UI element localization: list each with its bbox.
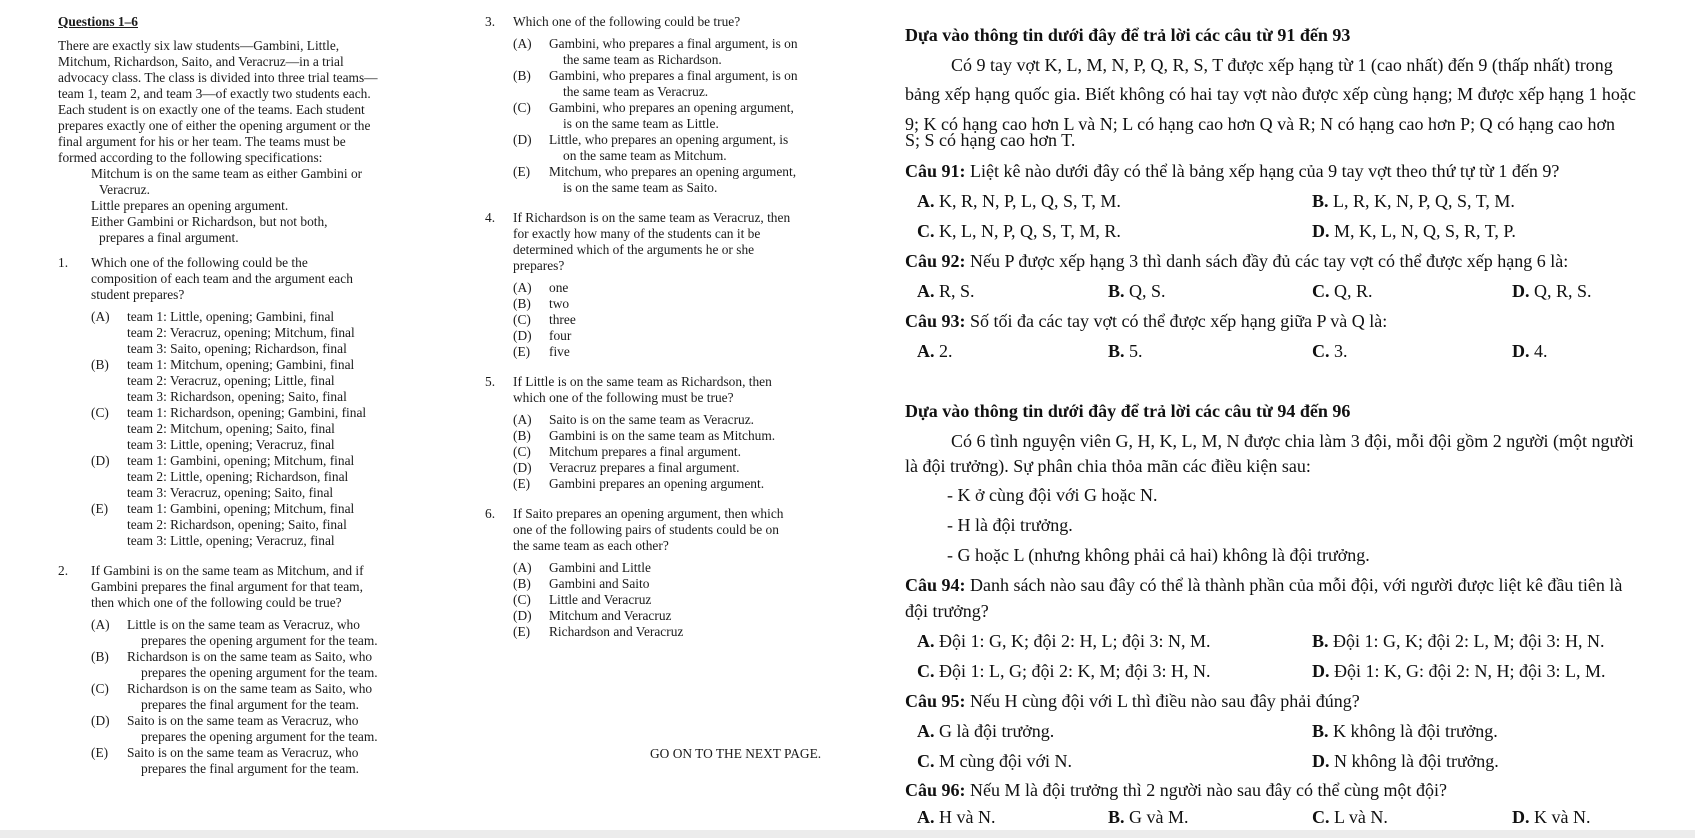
option-text: Gambini prepares an opening argument. <box>549 476 765 491</box>
option-label: (C) <box>513 100 531 115</box>
option-text: team 1: Gambini, opening; Mitchum, final <box>127 501 355 516</box>
option-label: (B) <box>513 296 531 311</box>
question-label: Câu 94: <box>905 575 966 595</box>
answer-option[interactable] <box>91 453 458 501</box>
condition-line: - G hoặc L (nhưng không phải cả hai) không là đội trưởng. <box>947 545 1370 565</box>
question-6 <box>485 506 845 640</box>
option-text: Little, who prepares an opening argument, is <box>549 132 789 147</box>
question-3 <box>485 14 845 196</box>
answer-option[interactable] <box>917 630 1211 652</box>
option-text: team 3: Richardson, opening; Saito, final <box>127 389 347 404</box>
answer-option[interactable] <box>1108 280 1166 302</box>
answer-option[interactable] <box>513 328 845 344</box>
answer-option[interactable] <box>1312 806 1388 828</box>
answer-option[interactable] <box>513 68 845 100</box>
option-label: (D) <box>513 132 532 147</box>
condition-line: prepares a final argument. <box>99 230 239 245</box>
answer-option[interactable] <box>91 357 458 405</box>
option-label: (E) <box>513 344 531 359</box>
question-label: Câu 95: <box>905 691 966 711</box>
question-stem: Which one of the following could be true? <box>513 14 741 29</box>
option-label: C. <box>1312 807 1330 827</box>
answer-option[interactable] <box>1312 750 1499 772</box>
question-93 <box>905 310 1387 332</box>
answer-option[interactable] <box>513 444 845 460</box>
option-label: (E) <box>513 164 531 179</box>
option-label: (A) <box>513 280 532 295</box>
answer-option[interactable] <box>513 412 845 428</box>
option-text: team 1: Gambini, opening; Mitchum, final <box>127 453 355 468</box>
option-text: Gambini, who prepares a final argument, is on <box>549 68 798 83</box>
option-text: 2. <box>934 341 953 361</box>
question-stem: If Little is on the same team as Richardson, then <box>513 374 772 389</box>
option-text: the same team as Veracruz. <box>563 84 709 99</box>
condition-line: - H là đội trưởng. <box>947 515 1073 535</box>
option-label: B. <box>1108 281 1125 301</box>
option-text: team 2: Mitchum, opening; Saito, final <box>127 421 335 436</box>
option-label: D. <box>1312 661 1330 681</box>
answer-option[interactable] <box>1512 280 1592 302</box>
option-label: (E) <box>513 624 531 639</box>
option-text: Saito is on the same team as Veracruz, who <box>127 745 359 760</box>
passage-line: There are exactly six law students—Gambini, Little, <box>58 38 340 53</box>
answer-option[interactable] <box>1312 720 1498 742</box>
option-label: (E) <box>513 476 531 491</box>
question-stem: determined which of the arguments he or she <box>513 242 755 257</box>
option-label: (A) <box>513 560 532 575</box>
answer-option[interactable] <box>91 681 458 713</box>
option-text: team 2: Veracruz, opening; Little, final <box>127 373 335 388</box>
question-stem: prepares? <box>513 258 565 273</box>
option-text: Q, R, S. <box>1529 281 1592 301</box>
answer-option[interactable] <box>513 100 845 132</box>
option-text: Đội 1: K, G: đội 2: N, H; đội 3: L, M. <box>1329 661 1606 681</box>
option-text: five <box>549 344 570 359</box>
answer-option[interactable] <box>513 280 845 296</box>
answer-option[interactable] <box>91 713 458 745</box>
option-label: (C) <box>513 444 531 459</box>
intro-paragraph-line: là đội trưởng). Sự phân chia thỏa mãn các điều kiện sau: <box>905 456 1311 476</box>
option-label: (B) <box>91 649 109 664</box>
answer-option[interactable] <box>91 405 458 453</box>
answer-option[interactable] <box>513 36 845 68</box>
option-label: (A) <box>91 617 110 632</box>
option-text: Gambini and Saito <box>549 576 650 591</box>
question-91 <box>905 160 1559 182</box>
option-text: G và M. <box>1124 807 1189 827</box>
answer-option[interactable] <box>917 720 1054 742</box>
option-text: Gambini, who prepares an opening argument, <box>549 100 794 115</box>
option-label: D. <box>1512 341 1530 361</box>
option-label: (C) <box>513 592 531 607</box>
option-label: (C) <box>91 681 109 696</box>
question-number: 2. <box>58 563 69 578</box>
option-label: (D) <box>513 460 532 475</box>
intro-paragraph-line: S; S có hạng cao hơn T. <box>905 130 1076 150</box>
option-text: R, S. <box>934 281 975 301</box>
option-text: Mitchum, who prepares an opening argument, <box>549 164 797 179</box>
option-text: Mitchum and Veracruz <box>549 608 672 623</box>
option-text: K, R, N, P, L, Q, S, T, M. <box>934 191 1121 211</box>
question-96 <box>905 779 1447 801</box>
option-text: team 1: Mitchum, opening; Gambini, final <box>127 357 355 372</box>
question-stem: Gambini prepares the final argument for that team, <box>91 579 363 594</box>
question-number: 5. <box>485 374 496 389</box>
option-label: A. <box>917 807 935 827</box>
lsat-column-left <box>58 14 458 777</box>
option-text: Mitchum prepares a final argument. <box>549 444 741 459</box>
option-label: C. <box>917 221 935 241</box>
answer-option[interactable] <box>91 649 458 681</box>
option-label: B. <box>1312 631 1329 651</box>
answer-option[interactable] <box>513 576 845 592</box>
answer-option[interactable] <box>1108 340 1143 362</box>
option-text: two <box>549 296 570 311</box>
passage-line: formed according to the following specifications: <box>58 150 323 165</box>
conditions-list <box>58 166 458 246</box>
answer-option[interactable] <box>513 460 845 476</box>
passage-line: Mitchum, Richardson, Saito, and Veracruz—in a trial <box>58 54 344 69</box>
page-bottom-edge <box>0 830 1695 838</box>
answer-option[interactable] <box>1512 340 1548 362</box>
option-label: (D) <box>91 453 110 468</box>
section-heading: Questions 1–6 <box>58 14 138 29</box>
question-text: Số tối đa các tay vợt có thể được xếp hạng giữa P và Q là: <box>965 311 1388 331</box>
option-text: Little is on the same team as Veracruz, who <box>127 617 360 632</box>
answer-option[interactable] <box>1312 280 1373 302</box>
question-text: Nếu H cùng đội với L thì điều nào sau đây phải đúng? <box>965 691 1360 711</box>
option-label: D. <box>1512 281 1530 301</box>
option-text: N không là đội trưởng. <box>1329 751 1499 771</box>
passage-line: Each student is on exactly one of the teams. Each student <box>58 102 365 117</box>
option-text: team 3: Little, opening; Veracruz, final <box>127 437 335 452</box>
intro-paragraph-line: 9; K có hạng cao hơn L và N; L có hạng cao hơn Q và R; N có hạng cao hơn P; Q có hạng cao hơn <box>905 114 1616 134</box>
question-number: 6. <box>485 506 496 521</box>
answer-option[interactable] <box>513 344 845 360</box>
intro-paragraph-line: bảng xếp hạng quốc gia. Biết không có hai tay vợt nào được xếp cùng hạng; M được xếp hạng 1 hoặc <box>905 84 1636 104</box>
passage <box>58 38 458 166</box>
option-label: (E) <box>91 745 109 760</box>
condition-line: Little prepares an opening argument. <box>91 198 289 213</box>
answer-option[interactable] <box>513 428 845 444</box>
option-text: M cùng đội với N. <box>934 751 1073 771</box>
option-text: Q, S. <box>1124 281 1166 301</box>
passage-line: team 1, team 2, and team 3—of exactly two students each. <box>58 86 371 101</box>
question-number: 3. <box>485 14 496 29</box>
option-text: K, L, N, P, Q, S, T, M, R. <box>934 221 1121 241</box>
answer-option[interactable] <box>513 164 845 196</box>
option-label: (C) <box>91 405 109 420</box>
question-1 <box>58 255 458 549</box>
option-text: team 2: Little, opening; Richardson, final <box>127 469 349 484</box>
option-text: prepares the opening argument for the team. <box>141 665 378 680</box>
option-text: Gambini, who prepares a final argument, is on <box>549 36 798 51</box>
section-heading-94-96: Dựa vào thông tin dưới đây để trả lời các câu từ 94 đến 96 <box>905 401 1351 421</box>
passage-line: advocacy class. The class is divided into three trial teams— <box>58 70 378 85</box>
question-stem: If Gambini is on the same team as Mitchum, and if <box>91 563 364 578</box>
question-stem: If Richardson is on the same team as Veracruz, then <box>513 210 791 225</box>
option-label: (E) <box>91 501 109 516</box>
option-text: four <box>549 328 572 343</box>
option-label: (D) <box>513 328 532 343</box>
option-text: Đội 1: L, G; đội 2: K, M; đội 3: H, N. <box>934 661 1211 681</box>
option-text: Veracruz prepares a final argument. <box>549 460 740 475</box>
option-text: team 1: Little, opening; Gambini, final <box>127 309 335 324</box>
question-stem: the same team as each other? <box>513 538 669 553</box>
option-label: C. <box>917 661 935 681</box>
option-text: is on the same team as Little. <box>563 116 719 131</box>
option-text: Gambini is on the same team as Mitchum. <box>549 428 776 443</box>
answer-option[interactable] <box>917 660 1211 682</box>
answer-option[interactable] <box>91 309 458 357</box>
answer-option[interactable] <box>1312 630 1605 652</box>
option-text: on the same team as Mitchum. <box>563 148 727 163</box>
option-text: 4. <box>1529 341 1548 361</box>
answer-option[interactable] <box>91 745 458 777</box>
answer-option[interactable] <box>513 476 845 492</box>
option-text: team 3: Saito, opening; Richardson, final <box>127 341 347 356</box>
answer-option[interactable] <box>513 296 845 312</box>
option-label: (B) <box>91 357 109 372</box>
answer-option[interactable] <box>513 560 845 576</box>
question-92 <box>905 250 1568 272</box>
question-95 <box>905 690 1360 712</box>
question-2 <box>58 563 458 777</box>
question-stem: one of the following pairs of students could be on <box>513 522 779 537</box>
option-label: A. <box>917 721 935 741</box>
passage-line: final argument for his or her team. The teams must be <box>58 134 346 149</box>
option-label: A. <box>917 341 935 361</box>
question-label: Câu 93: <box>905 311 966 331</box>
option-text: K và N. <box>1529 807 1591 827</box>
question-stem: then which one of the following could be true? <box>91 595 342 610</box>
condition-line: - K ở cùng đội với G hoặc N. <box>947 485 1158 505</box>
question-text-continued: đội trưởng? <box>905 601 989 621</box>
option-text: prepares the opening argument for the team. <box>141 729 378 744</box>
question-stem: for exactly how many of the students can it be <box>513 226 761 241</box>
answer-option[interactable] <box>917 340 953 362</box>
question-text: Nếu M là đội trưởng thì 2 người nào sau đây có thể cùng một đội? <box>965 780 1447 800</box>
option-label: (B) <box>513 68 531 83</box>
condition-line: Either Gambini or Richardson, but not both, <box>91 214 328 229</box>
answer-option[interactable] <box>1312 340 1348 362</box>
option-text: 5. <box>1124 341 1143 361</box>
question-label: Câu 92: <box>905 251 966 271</box>
option-text: L và N. <box>1329 807 1388 827</box>
option-label: (B) <box>513 428 531 443</box>
lsat-column-right <box>485 14 845 640</box>
option-text: 3. <box>1329 341 1348 361</box>
question-text: Danh sách nào sau đây có thể là thành phần của mỗi đội, với người được liệt kê đầu tiên là <box>965 575 1623 595</box>
option-text: H và N. <box>934 807 996 827</box>
option-label: (A) <box>91 309 110 324</box>
question-stem: which one of the following must be true? <box>513 390 734 405</box>
answer-option[interactable] <box>1312 190 1515 212</box>
condition-line: Veracruz. <box>99 182 150 197</box>
answer-option[interactable] <box>917 750 1072 772</box>
option-label: (A) <box>513 36 532 51</box>
option-text: Richardson is on the same team as Saito, who <box>127 681 373 696</box>
question-text: Liệt kê nào dưới đây có thể là bảng xếp hạng của 9 tay vợt theo thứ tự từ 1 đến 9? <box>965 161 1560 181</box>
option-label: (B) <box>513 576 531 591</box>
answer-option[interactable] <box>917 220 1121 242</box>
answer-option[interactable] <box>513 624 845 640</box>
answer-option[interactable] <box>1512 806 1591 828</box>
option-text: G là đội trưởng. <box>934 721 1055 741</box>
question-number: 4. <box>485 210 496 225</box>
option-text: prepares the final argument for the team. <box>141 697 360 712</box>
question-stem: student prepares? <box>91 287 185 302</box>
option-text: Q, R. <box>1329 281 1373 301</box>
question-4 <box>485 210 845 360</box>
option-label: C. <box>917 751 935 771</box>
option-label: D. <box>1512 807 1530 827</box>
option-text: L, R, K, N, P, Q, S, T, M. <box>1328 191 1515 211</box>
section-heading-91-93: Dựa vào thông tin dưới đây để trả lời các câu từ 91 đến 93 <box>905 25 1351 45</box>
option-text: Saito is on the same team as Veracruz, who <box>127 713 359 728</box>
question-94 <box>905 574 1622 596</box>
option-text: one <box>549 280 569 295</box>
question-5 <box>485 374 845 492</box>
option-label: C. <box>1312 341 1330 361</box>
intro-paragraph-line: Có 9 tay vợt K, L, M, N, P, Q, R, S, T được xếp hạng từ 1 (cao nhất) đến 9 (thấp nhất) trong <box>951 55 1613 75</box>
option-text: Saito is on the same team as Veracruz. <box>549 412 755 427</box>
question-stem: Which one of the following could be the <box>91 255 308 270</box>
option-text: three <box>549 312 576 327</box>
answer-option[interactable] <box>1312 660 1606 682</box>
option-text: Richardson and Veracruz <box>549 624 684 639</box>
option-label: D. <box>1312 221 1330 241</box>
passage-line: prepares exactly one of either the opening argument or the <box>58 118 371 133</box>
option-text: team 3: Veracruz, opening; Saito, final <box>127 485 334 500</box>
answer-option[interactable] <box>513 132 845 164</box>
question-number: 1. <box>58 255 69 270</box>
option-label: A. <box>917 191 935 211</box>
option-text: K không là đội trưởng. <box>1328 721 1498 741</box>
answer-option[interactable] <box>513 592 845 608</box>
option-text: team 2: Veracruz, opening; Mitchum, final <box>127 325 355 340</box>
answer-option[interactable] <box>917 280 975 302</box>
option-label: (A) <box>513 412 532 427</box>
option-text: Gambini and Little <box>549 560 651 575</box>
option-text: is on the same team as Saito. <box>563 180 718 195</box>
option-label: B. <box>1312 721 1329 741</box>
option-label: (D) <box>513 608 532 623</box>
option-text: Richardson is on the same team as Saito, who <box>127 649 373 664</box>
option-label: A. <box>917 281 935 301</box>
answer-option[interactable] <box>91 617 458 649</box>
option-label: (C) <box>513 312 531 327</box>
option-label: A. <box>917 631 935 651</box>
question-label: Câu 91: <box>905 161 966 181</box>
option-text: prepares the final argument for the team. <box>141 761 360 776</box>
question-stem: composition of each team and the argument each <box>91 271 353 286</box>
question-stem: If Saito prepares an opening argument, then which <box>513 506 784 521</box>
option-label: B. <box>1108 341 1125 361</box>
answer-option[interactable] <box>1312 220 1516 242</box>
answer-option[interactable] <box>513 608 845 624</box>
condition-line: Mitchum is on the same team as either Gambini or <box>91 166 363 181</box>
next-page-footer: GO ON TO THE NEXT PAGE. <box>650 746 822 761</box>
intro-paragraph-line: Có 6 tình nguyện viên G, H, K, L, M, N được chia làm 3 đội, mỗi đội gồm 2 người (một người <box>951 431 1634 451</box>
option-text: Đội 1: G, K; đội 2: L, M; đội 3: H, N. <box>1328 631 1605 651</box>
option-text: the same team as Richardson. <box>563 52 722 67</box>
answer-option[interactable] <box>917 190 1121 212</box>
answer-option[interactable] <box>1108 806 1189 828</box>
option-label: C. <box>1312 281 1330 301</box>
answer-option[interactable] <box>917 806 996 828</box>
option-label: B. <box>1312 191 1329 211</box>
option-text: team 3: Little, opening; Veracruz, final <box>127 533 335 548</box>
answer-option[interactable] <box>513 312 845 328</box>
option-text: Little and Veracruz <box>549 592 652 607</box>
option-text: Đội 1: G, K; đội 2: H, L; đội 3: N, M. <box>934 631 1211 651</box>
question-label: Câu 96: <box>905 780 966 800</box>
answer-option[interactable] <box>91 501 458 549</box>
option-text: team 1: Richardson, opening; Gambini, final <box>127 405 367 420</box>
option-label: D. <box>1312 751 1330 771</box>
question-text: Nếu P được xếp hạng 3 thì danh sách đầy đủ các tay vợt có thể được xếp hạng 6 là: <box>965 251 1569 271</box>
option-text: M, K, L, N, Q, S, R, T, P. <box>1329 221 1516 241</box>
option-text: team 2: Richardson, opening; Saito, final <box>127 517 347 532</box>
option-label: (D) <box>91 713 110 728</box>
option-text: prepares the opening argument for the team. <box>141 633 378 648</box>
option-label: B. <box>1108 807 1125 827</box>
